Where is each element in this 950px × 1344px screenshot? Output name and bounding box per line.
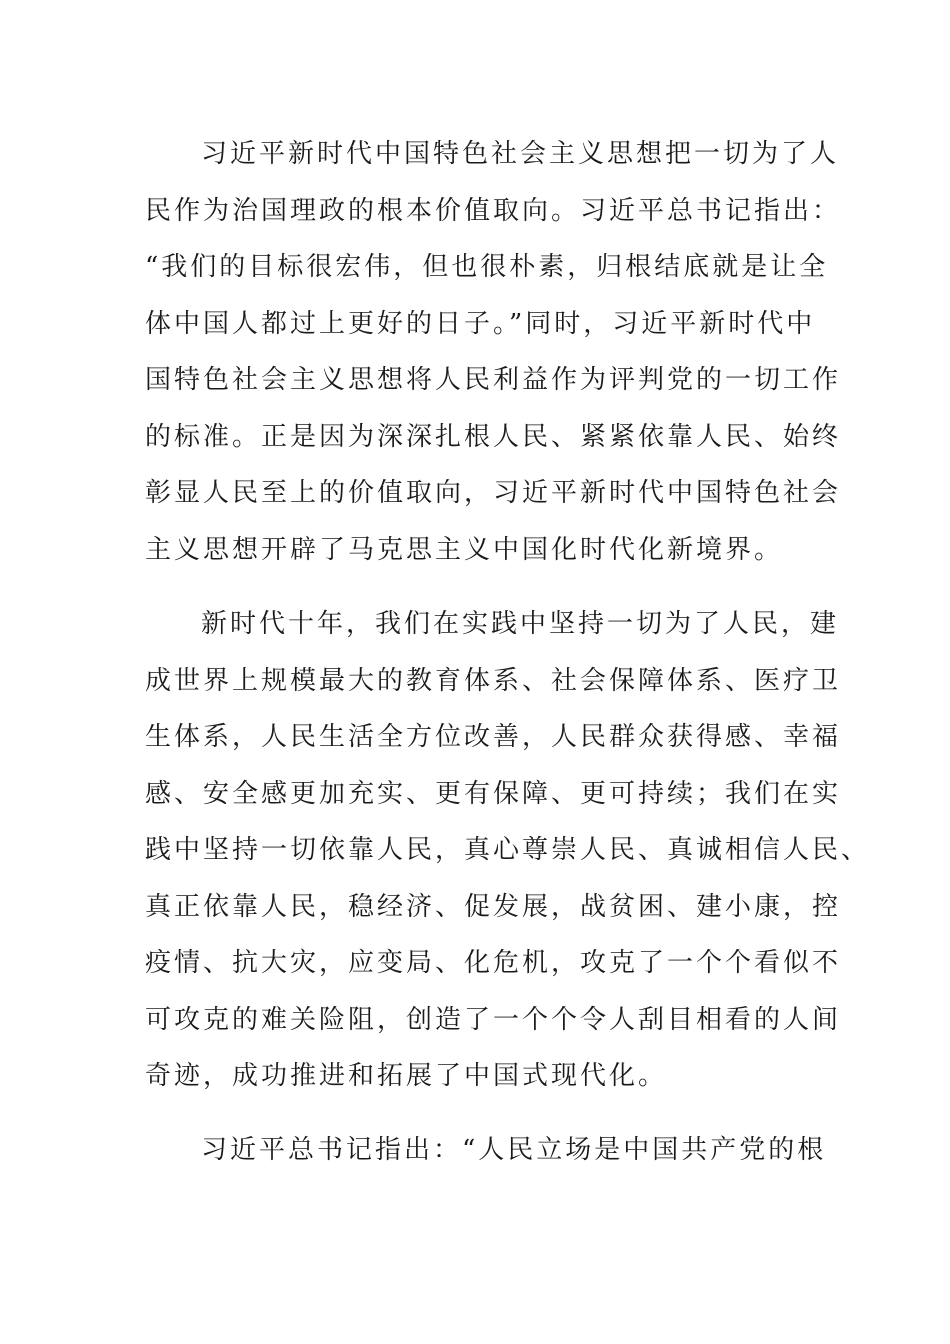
paragraph-line: 疫情、抗大灾，应变局、化危机，攻克了一个个看似不	[145, 948, 842, 978]
paragraph-line: 主义思想开辟了马克思主义中国化时代化新境界。	[145, 534, 784, 565]
paragraph-3	[145, 1122, 827, 1179]
paragraph-line: 体中国人都过上更好的日子。”同时，习近平新时代中	[145, 308, 816, 339]
paragraph-1	[145, 126, 842, 578]
paragraph-line: 彰显人民至上的价值取向，习近平新时代中国特色社会	[145, 478, 842, 508]
paragraph-2	[145, 596, 871, 1105]
paragraph-line: 习近平总书记指出：“人民立场是中国共产党的根	[201, 1135, 827, 1165]
paragraph-line: 感、安全感更加充实、更有保障、更可持续；我们在实	[145, 778, 842, 809]
paragraph-line: 的标准。正是因为深深扎根人民、紧紧依靠人民、始终	[145, 421, 842, 452]
paragraph-line: 可攻克的难关险阻，创造了一个个令人刮目相看的人间	[145, 1004, 842, 1035]
paragraph-line: 习近平新时代中国特色社会主义思想把一切为了人	[201, 139, 840, 169]
paragraph-line: 践中坚持一切依靠人民，真心尊崇人民、真诚相信人民、	[145, 835, 871, 865]
paragraph-line: 真正依靠人民，稳经济、促发展，战贫困、建小康，控	[145, 891, 842, 922]
paragraph-line: 成世界上规模最大的教育体系、社会保障体系、医疗卫	[145, 665, 842, 696]
paragraph-line: 奇迹，成功推进和拓展了中国式现代化。	[145, 1061, 668, 1091]
paragraph-line: 生体系，人民生活全方位改善，人民群众获得感、幸福	[145, 722, 842, 752]
paragraph-line: 新时代十年，我们在实践中坚持一切为了人民，建	[201, 609, 840, 639]
paragraph-line: 民作为治国理政的根本价值取向。习近平总书记指出：	[145, 195, 842, 226]
paragraph-line: 国特色社会主义思想将人民利益作为评判党的一切工作	[145, 365, 842, 395]
paragraph-line: “我们的目标很宏伟，但也很朴素，归根结底就是让全	[145, 252, 829, 282]
